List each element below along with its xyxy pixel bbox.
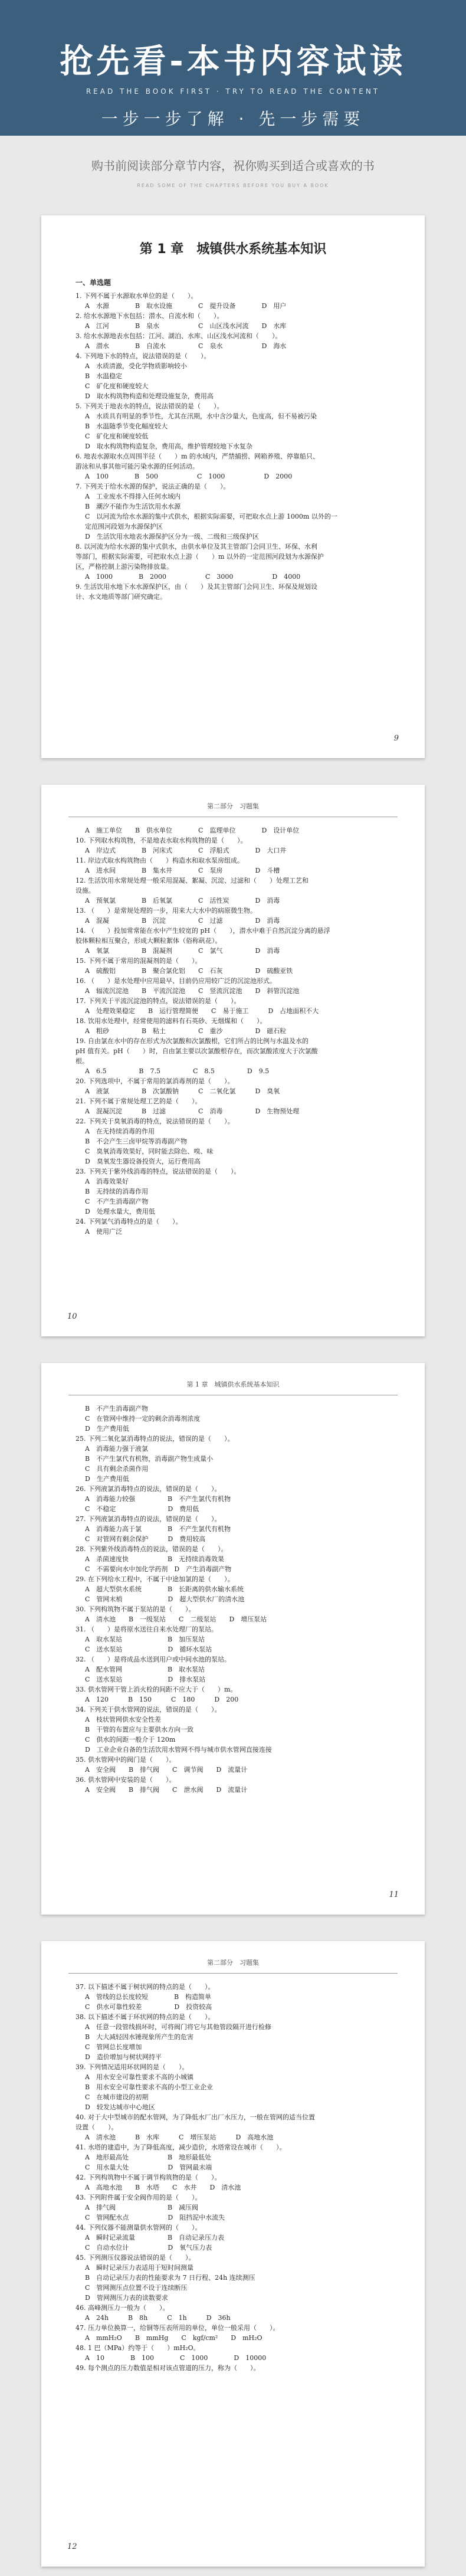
question-text: 28. 下列紫外线消毒特点的说法，错误的是（ ）。 bbox=[76, 1545, 228, 1553]
option-text: C 不需要向水中加化学药剂 D 产生消毒副产物 bbox=[85, 1565, 232, 1573]
option-text: D 取水构筑物构造复杂，费用高，维护管理较地下水复杂 bbox=[85, 443, 252, 450]
option-text: A 使用广泛 bbox=[85, 1228, 122, 1235]
question-text: 10. 下列取水构筑物，不是地表水取水构筑物的是（ ）。 bbox=[76, 837, 247, 844]
option-text: A 排气阀 B 减压阀 bbox=[85, 2204, 199, 2211]
question-text: 40. 对于大中型城市的配水管网，为了降低水厂出厂水压力，一般在管网的适当位置 bbox=[76, 2113, 315, 2121]
question-text: 4. 下列地下水的特点，说法错误的是（ ）。 bbox=[76, 352, 211, 360]
question-text: 44. 下列仪器不能测量供水管网的（ ）。 bbox=[76, 2224, 202, 2231]
option-text: A 任意一段管线损坏时，可将阀门将它与其他管段隔开进行检修 bbox=[85, 2023, 271, 2031]
option-text: D 造价增加与树状网持平 bbox=[85, 2053, 162, 2061]
question-text: 33. 供水管网干管上消火栓的间距不应大于（ ）m。 bbox=[76, 1686, 237, 1693]
option-text: B 不会产生三卤甲烷等消毒副产物 bbox=[85, 1138, 188, 1145]
question-text: 45. 下列测压仪器说法错误的是（ ）。 bbox=[76, 2254, 195, 2262]
option-text: A 潜水 B 自流水 C 泉水 D 海水 bbox=[85, 342, 287, 350]
question-text: 21. 下列不属于常规处理工艺的是（ ）。 bbox=[76, 1097, 202, 1105]
option-text: B 用水安全可靠性要求不高的小型工业企业 bbox=[85, 2083, 214, 2091]
question-text: 等部门，根据实际需要，可把取水点上游（ ）m 以外的一定范围河段划为水源保护 bbox=[76, 553, 324, 561]
option-text: C 对管网有剩余保护 D 费用较高 bbox=[85, 1535, 206, 1543]
option-text: A 100 B 500 C 1000 D 2000 bbox=[85, 473, 293, 480]
question-text: 25. 下列二氧化氯消毒特点的说法，错误的是（ ）。 bbox=[76, 1435, 234, 1443]
question-text: 20. 下列选项中，不属于常用的氯消毒剂的是（ ）。 bbox=[76, 1077, 234, 1085]
question-text: 2. 给水水源地下水包括：潜水、自流水和（ ）。 bbox=[76, 312, 224, 320]
question-text: 42. 下列构筑物中不属于调节构筑物的是（ ）。 bbox=[76, 2174, 221, 2181]
option-text: D 处理水量大，费用低 bbox=[85, 1208, 155, 1215]
option-text: C 管网总长度增加 bbox=[85, 2043, 142, 2051]
option-text: C 送水泵站 D 循环水泵站 bbox=[85, 1646, 212, 1653]
option-text: A 辐流沉淀池 B 平流沉淀池 C 竖流沉淀池 D 斜管沉淀池 bbox=[85, 987, 300, 995]
question-text: 9. 生活饮用水地下水水源保护区，由（ ）及其主管部门会同卫生、环保及规划设 bbox=[76, 583, 317, 591]
option-text: A 杀菌速度快 B 无持续消毒效果 bbox=[85, 1555, 225, 1563]
page-number: 11 bbox=[389, 1890, 399, 1899]
question-text: 11. 岸边式取水构筑物由（ ）构造水和取水泵房组成。 bbox=[76, 857, 244, 864]
option-text: D 较发达城市中心地区 bbox=[85, 2103, 155, 2111]
question-text: 18. 饮用水处理中，经常使用的滤料有石英砂、无烟煤和（ ）。 bbox=[76, 1017, 267, 1025]
option-text: A 瞬时记录流量 B 自动记录压力表 bbox=[85, 2234, 225, 2241]
option-text: A 地形最高处 B 地形最低处 bbox=[85, 2154, 212, 2161]
question-text: 48. 1 巴（MPa）约等于（ ）mH₂O。 bbox=[76, 2344, 200, 2352]
option-text: A 120 B 150 C 180 D 200 bbox=[85, 1696, 239, 1703]
option-text: A 施工单位 B 供水单位 C 监理单位 D 设计单位 bbox=[85, 827, 300, 834]
option-text: A 24h B 8h C 1h D 36h bbox=[85, 2314, 231, 2322]
page-number: 10 bbox=[67, 1312, 77, 1321]
option-text: A mmH₂O B mmHg C kgf/cm² D mH₂O bbox=[85, 2334, 262, 2342]
option-text: A 岸边式 B 河床式 C 浮船式 D 大口井 bbox=[85, 847, 287, 854]
option-text: A 消毒能力高于氯 B 不产生氯代有机物 bbox=[85, 1525, 231, 1533]
page-body bbox=[76, 291, 390, 602]
option-text: D 管网测压力表的读数要求 bbox=[85, 2294, 168, 2302]
question-text: 13. （ ）是常规处理的一步，用来大大水中的病原微生物。 bbox=[76, 907, 257, 915]
running-head: 第二部分 习题集 bbox=[68, 785, 398, 817]
option-text: A 水质具有明显的季节性，尤其在汛期，水中含沙量大，色度高，但不易被污染 bbox=[85, 412, 317, 420]
question-text: 41. 水塔的建造中，为了降低高度，减少造价，水塔常设在城市（ ）。 bbox=[76, 2144, 286, 2151]
option-text: A 清水池 B 一级泵站 C 二级泵站 D 增压泵站 bbox=[85, 1615, 267, 1623]
option-text: B 大大减轻因水锤现象所产生的危害 bbox=[85, 2033, 194, 2041]
book-page-2 bbox=[41, 785, 425, 1336]
option-text: B 自动记录压力表的性能要求为 7 日行程、24h 连续测压 bbox=[85, 2274, 255, 2282]
question-text: 36. 供水管网中安装的是（ ）。 bbox=[76, 1776, 176, 1784]
option-text: C 不产生消毒副产物 bbox=[85, 1198, 149, 1205]
running-head: 第二部分 习题集 bbox=[68, 1941, 398, 1974]
option-text: A 安全阀 B 排气阀 C 调节阀 D 流量计 bbox=[85, 1766, 248, 1774]
option-text: A 氧氯 B 混凝剂 C 氯气 D 消毒 bbox=[85, 947, 280, 955]
option-text: A 水源 B 取水设施 C 提升设备 D 用户 bbox=[85, 302, 287, 310]
option-text: A 消毒能力较强 B 不产生氯代有机物 bbox=[85, 1495, 231, 1503]
question-text: 胶体颗粒相互聚合，形成大颗粒絮体（俗称矾花）。 bbox=[76, 937, 222, 945]
header-banner bbox=[0, 0, 466, 136]
option-text: A 1000 B 2000 C 3000 D 4000 bbox=[85, 573, 301, 581]
banner-title: 抢先看-本书内容试读 bbox=[60, 42, 406, 81]
option-text: A 高地水池 B 水塔 C 水井 D 清水池 bbox=[85, 2184, 241, 2191]
option-text: A 用水安全可靠性要求不高的小城镇 bbox=[85, 2073, 193, 2081]
option-text: C 在城市建设的初期 bbox=[85, 2093, 149, 2101]
option-text: C 供水可靠性较差 D 投资较高 bbox=[85, 2003, 212, 2011]
option-text: A 处理效果稳定 B 运行管理简便 C 易于施工 D 占地面积不大 bbox=[85, 1007, 319, 1015]
option-text: A 消毒效果好 bbox=[85, 1178, 129, 1185]
option-text: A 取水泵站 B 加压泵站 bbox=[85, 1636, 205, 1643]
option-text: A 瞬时记录压力表适用于短时间测量 bbox=[85, 2264, 193, 2272]
question-text: 47. 压力单位换算一，给铜等压表所用的单位，单位一般采用（ ）。 bbox=[76, 2324, 280, 2332]
option-text: A 粗砂 B 粘土 C 重沙 D 磁石粒 bbox=[85, 1027, 287, 1035]
intro-subtext: READ SOME OF THE CHAPTERS BEFORE YOU BUY A BOOK bbox=[137, 183, 329, 188]
question-text: 23. 下列关于紫外线消毒的特点，说法错误的是（ ）。 bbox=[76, 1168, 241, 1175]
section-heading: 一、单选题 bbox=[76, 278, 111, 287]
option-text: C 管网末梢 D 超大型供水厂的清水池 bbox=[85, 1595, 245, 1603]
book-page-3 bbox=[41, 1363, 425, 1915]
question-text: 计、水文地质等部门研究确定。 bbox=[76, 593, 166, 601]
page-number: 9 bbox=[393, 734, 399, 743]
option-text: A 枝状管网供水安全性差 bbox=[85, 1716, 161, 1723]
question-text: 32. （ ）是将成品水送到用户或中间水池的泵站。 bbox=[76, 1656, 231, 1663]
option-text: A 在无持续消毒的作用 bbox=[85, 1128, 155, 1135]
option-text: A 混凝沉淀 B 过滤 C 消毒 D 生物预处理 bbox=[85, 1107, 300, 1115]
option-text: A 安全阀 B 排气阀 C 泄水阀 D 流量计 bbox=[85, 1786, 248, 1794]
question-text: 22. 下列关于臭氧消毒的特点，说法错误的是（ ）。 bbox=[76, 1117, 234, 1125]
option-text: A 液氯 B 次氯酸钠 C 二氧化氯 D 臭氧 bbox=[85, 1087, 280, 1095]
question-text: 设置（ ）。 bbox=[76, 2123, 118, 2131]
option-text: C 不稳定 D 费用低 bbox=[85, 1505, 199, 1513]
option-text: 定范围河段划为水源保护区 bbox=[85, 523, 163, 530]
option-text: B 不产生氯代有机物，消毒副产物生成量小 bbox=[85, 1455, 214, 1463]
question-text: 6. 地表水源取水点周围半径（ ）m 的水域内，严禁捕捞、网箱养殖、停靠船只、 bbox=[76, 453, 319, 460]
option-text: A 消毒能力强于液氯 bbox=[85, 1445, 148, 1453]
option-text: A 进水间 B 集水井 C 泵房 D 斗槽 bbox=[85, 867, 280, 874]
question-text: 27. 下列液氯消毒特点的说法，错误的是（ ）。 bbox=[76, 1515, 221, 1523]
question-text: 7. 下列关于给水水源的保护，说法正确的是（ ）。 bbox=[76, 483, 230, 490]
option-text: C 在管网中维持一定的剩余消毒剂浓度 bbox=[85, 1415, 201, 1423]
option-text: A 10 B 100 C 1000 D 10000 bbox=[85, 2354, 267, 2362]
book-page-1 bbox=[41, 215, 425, 758]
option-text: A 配水管网 B 取水泵站 bbox=[85, 1666, 205, 1673]
option-text: A 工业废水不得排入任何水域内 bbox=[85, 493, 181, 500]
option-text: C 管网测压点位置不设于连续断压 bbox=[85, 2284, 188, 2292]
question-text: 游泳和从事其他可能污染水源的任何活动。 bbox=[76, 463, 199, 470]
option-text: A 清水池 B 水库 C 增压泵站 D 高地水池 bbox=[85, 2133, 274, 2141]
question-text: 5. 下列关于地表水的特点，说法错误的是（ ）。 bbox=[76, 402, 224, 410]
page-body bbox=[76, 1982, 390, 2373]
chapter-title: 第 1 章 城镇供水系统基本知识 bbox=[139, 242, 327, 257]
option-text: B 水温稳定 bbox=[85, 372, 123, 380]
question-text: 19. 自由氯在水中的存在形式为次氯酸和次氯酸根，它们所占的比例与水温及水的 bbox=[76, 1037, 309, 1045]
option-text: C 以河流为给水水源的集中式供水，根据实际需要，可把取水点上游 1000m 以外的一 bbox=[85, 513, 337, 520]
question-text: 29. 在下列给水工程中，不属于中途加氯的是（ ）。 bbox=[76, 1575, 234, 1583]
question-text: 1. 下列不属于水源取水单位的是（ ）。 bbox=[76, 292, 198, 300]
page-number: 12 bbox=[67, 2542, 77, 2551]
question-text: 43. 下列附件属于安全阀作用的是（ ）。 bbox=[76, 2194, 202, 2201]
option-text: D 取水构筑物构造和处理设施复杂，费用高 bbox=[85, 392, 214, 400]
question-text: 12. 生活饮用水常规处理一般采用混凝、絮凝、沉淀、过滤和（ ）处理工艺和 bbox=[76, 877, 309, 884]
option-text: B 干管的布置应与主要供水方向一致 bbox=[85, 1726, 194, 1733]
question-text: 37. 以下描述不属于树状网的特点的是（ ）。 bbox=[76, 1983, 215, 1991]
option-text: A 6.5 B 7.5 C 8.5 D 9.5 bbox=[85, 1067, 270, 1075]
option-text: C 供水的间距一般介于 120m bbox=[85, 1736, 176, 1743]
question-text: 8. 以河流为给水水源的集中式供水，由供水单位及其主管部门会同卫生、环保、水利 bbox=[76, 543, 317, 550]
option-text: A 管线的总长度较短 B 构造简单 bbox=[85, 1993, 212, 2001]
question-text: 38. 以下描述不属于环状网的特点的是（ ）。 bbox=[76, 2013, 215, 2021]
book-page-4 bbox=[41, 1941, 425, 2567]
question-text: 46. 高峰测压力一般为（ ）。 bbox=[76, 2304, 169, 2312]
question-text: 设施。 bbox=[76, 887, 95, 894]
option-text: C 送水泵站 D 排水泵站 bbox=[85, 1676, 206, 1683]
question-text: 14. （ ）投加常常能在水中产生较宽的 pH（ ），潜水中难于自然沉淀分离的悬浮 bbox=[76, 927, 330, 935]
option-text: C 矿化度和硬度较低 bbox=[85, 432, 149, 440]
question-text: 34. 下列关于供水管网的说法，错误的是（ ）。 bbox=[76, 1706, 221, 1713]
option-text: A 超大型供水系统 B 长距离的供水输水系统 bbox=[85, 1585, 244, 1593]
banner-subtitle: READ THE BOOK FIRST · TRY TO READ THE CONTENT bbox=[86, 87, 380, 96]
question-text: 49. 每个测点的压力数值是相对该点管道的压力，称为（ ）。 bbox=[76, 2364, 260, 2372]
running-head: 第 1 章 城镇供水系统基本知识 bbox=[68, 1363, 398, 1395]
question-text: 区，严格控制上游污染物排放量。 bbox=[76, 563, 173, 571]
option-text: D 生活饮用水地表水源保护区分为一级、二级和三级保护区 bbox=[85, 533, 259, 540]
intro-text: 购书前阅读部分章节内容，祝你购买到适合或喜欢的书 bbox=[91, 159, 375, 173]
question-text: 24. 下列氯气消毒特点的是（ ）。 bbox=[76, 1218, 182, 1225]
question-text: pH 值有关。pH（ ）时，自由氯主要以次氯酸根存在，而次氯酸浓度大于次氯酸 bbox=[76, 1047, 318, 1055]
option-text: B 水温随季节变化幅度较大 bbox=[85, 422, 168, 430]
option-text: D 生产费用低 bbox=[85, 1475, 129, 1483]
question-text: 17. 下列关于平流沉淀池的特点，说法错误的是（ ）。 bbox=[76, 997, 241, 1005]
question-text: 35. 供水管网中的阀门是（ ）。 bbox=[76, 1756, 176, 1764]
question-text: 15. 下列不属于常用的混凝剂的是（ ）。 bbox=[76, 957, 202, 965]
question-text: 3. 给水水源地表水包括：江河、湖泊、水库、山区浅水河流和（ ）。 bbox=[76, 332, 282, 340]
question-text: 根。 bbox=[76, 1057, 88, 1065]
question-text: 26. 下列液氯消毒特点的说法，错误的是（ ）。 bbox=[76, 1485, 221, 1493]
question-text: 16. （ ）是水处理中应用最早、目前仍应用较广泛的沉淀池形式。 bbox=[76, 977, 276, 985]
option-text: A 江河 B 泉水 C 山区浅水河流 D 水库 bbox=[85, 322, 287, 330]
option-text: C 管网配水点 D 阻挡泥中水流失 bbox=[85, 2214, 225, 2221]
option-text: B 不产生消毒副产物 bbox=[85, 1405, 149, 1412]
banner-slogan: 一步一步了解 · 先一步需要 bbox=[101, 109, 365, 129]
question-text: 30. 下列构筑物不属于泵站的是（ ）。 bbox=[76, 1605, 195, 1613]
option-text: C 矿化度和硬度较大 bbox=[85, 382, 149, 390]
option-text: B 潮汐不能作为生活饮用水水源 bbox=[85, 503, 181, 510]
question-text: 39. 下列情况适用环状网的是（ ）。 bbox=[76, 2063, 189, 2071]
page-body bbox=[76, 825, 390, 1237]
option-text: A 预氧氯 B 后氧氯 C 活性炭 D 消毒 bbox=[85, 897, 280, 904]
option-text: D 生产费用低 bbox=[85, 1425, 129, 1433]
option-text: D 工业企业自备的生活饮用水管网不得与城市供水管网直接连接 bbox=[85, 1746, 272, 1754]
page-body bbox=[76, 1404, 390, 1795]
option-text: B 无持续的消毒作用 bbox=[85, 1188, 149, 1195]
question-text: 31. （ ）是将原水送往自来水处理厂的泵站。 bbox=[76, 1625, 218, 1633]
option-text: C 臭氧消毒效果好，同时能去除色、嗅、味 bbox=[85, 1148, 214, 1155]
option-text: A 混凝 B 沉淀 C 过滤 D 消毒 bbox=[85, 917, 280, 925]
option-text: A 水质清澈，受化学物质影响较小 bbox=[85, 362, 187, 370]
option-text: C 用水量大处 D 管网最末端 bbox=[85, 2164, 212, 2171]
option-text: C 自动水位计 D 氧气压力表 bbox=[85, 2244, 212, 2251]
option-text: D 臭氧发生器设备投资大，运行费用高 bbox=[85, 1158, 201, 1165]
option-text: C 具有剩余杀菌作用 bbox=[85, 1465, 149, 1473]
option-text: A 硫酸铝 B 聚合氯化铝 C 石灰 D 硫酸亚铁 bbox=[85, 967, 293, 975]
